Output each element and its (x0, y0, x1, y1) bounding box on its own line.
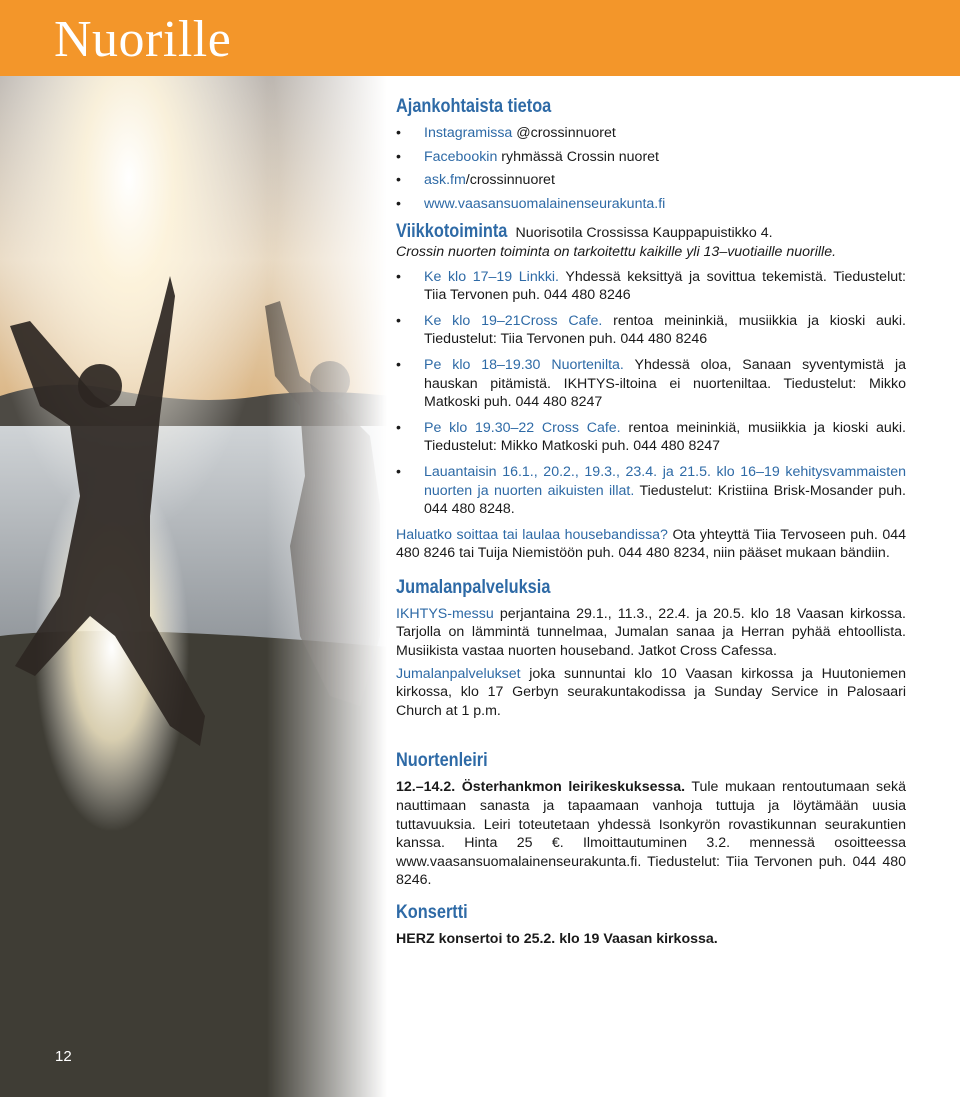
facebook-link[interactable]: Facebookin (424, 148, 498, 165)
list-item (396, 124, 906, 143)
camp-lead: 12.–14.2. Österhankmon leirikeskuksessa. (396, 779, 686, 796)
section-konsertti (396, 902, 906, 949)
heading-viikkotoiminta: Viikkotoiminta (396, 221, 508, 243)
section-nuortenleiri (396, 750, 906, 890)
event-text: Yhdessä oloa, Sanaan syventymistä ja hauskan pitämistä. IKHTYS-iltoina ei nuorteniltaa. Tiedustelut: Mikko Matkoski puh. 044 480 8247 (424, 356, 906, 411)
houseband-paragraph (396, 526, 906, 563)
event-text: rentoa meininkiä, musiikkia ja kioski auki. Tiedustelut: Mikko Matkoski puh. 044 480 8247 (424, 419, 907, 455)
event-lead: Pe klo 19.30–22 Cross Cafe. (424, 419, 621, 436)
camp-text: Tule mukaan rentoutumaan sekä nauttimaan sanasta ja tapaamaan vanhoja tuttuja ja löytämään uusia tuttavuuksia. Leiri toteutetaan yhdessä Isonkyrön rovastikunnan seurakuntien kanssa. Hinta 25 €. Ilmoittautuminen 3.2. mennessä osoitteessa www.vaasansuomalainenseurakunta.fi. Tiedustelut: Tiia Tervonen puh. 044 480 8246. (396, 779, 906, 889)
services-lead: Jumalanpalvelukset (396, 665, 521, 682)
askfm-link[interactable]: ask.fm (424, 172, 466, 189)
heading-konsertti: Konsertti (396, 902, 468, 923)
services-text: joka sunnuntai klo 10 Vaasan kirkossa ja Huutoniemen kirkossa, klo 17 Gerbyn seurakuntakodissa ja Sunday Service in Palosaari Church at 1 p.m. (396, 665, 906, 719)
event-text: Yhdessä keksittyä ja sovittua tekemistä. Tiedustelut: Tiia Tervonen puh. 044 480 8246 (424, 268, 907, 304)
list-item (396, 195, 906, 214)
instagram-link[interactable]: Instagramissa (424, 125, 513, 141)
list-item (396, 171, 906, 190)
services-paragraph (396, 665, 906, 721)
event-lead: Lauantaisin 16.1., 20.2., 19.3., 23.4. ja 21.5. klo 16–19 kehitysvammaisten nuorten ja nuorten aikuisten illat. (424, 463, 906, 499)
item-text: @crossinnuoret (512, 125, 616, 141)
houseband-lead: Haluatko soittaa tai laulaa housebandissa? (396, 526, 668, 543)
event-text: Tiedustelut: Kristiina Brisk-Mosander puh. 044 480 8248. (424, 482, 906, 518)
section-viikkotoiminta (396, 223, 906, 563)
ikhtys-paragraph (396, 605, 906, 661)
event-item (396, 312, 906, 349)
list-item (396, 148, 906, 167)
item-text: ryhmässä Crossin nuoret (497, 148, 659, 165)
ikhtys-lead: IKHTYS-messu (396, 605, 494, 622)
page-title: Nuorille (54, 11, 232, 68)
viikkotoiminta-note: Crossin nuorten toiminta on tarkoitettu kaikille yli 13–vuotiaille nuorille. (396, 243, 837, 260)
event-item (396, 268, 906, 305)
heading-nuortenleiri: Nuortenleiri (396, 750, 488, 772)
heading-ajankohtaista: Ajankohtaista tietoa (396, 96, 552, 117)
viikkotoiminta-location: Nuorisotila Crossissa Kauppapuistikko 4. (511, 225, 773, 242)
page-header (0, 0, 960, 76)
page-number: 12 (55, 1048, 72, 1065)
item-text: /crossinnuoret (465, 172, 555, 189)
background-photo (0, 76, 430, 1097)
camp-paragraph (396, 778, 906, 890)
events-list (396, 268, 906, 519)
event-lead: Pe klo 18–19.30 Nuortenilta. (424, 356, 624, 373)
event-lead: Ke klo 17–19 Linkki. (424, 268, 560, 285)
section-ajankohtaista (396, 96, 906, 213)
content-column (396, 96, 906, 949)
website-link[interactable]: www.vaasansuomalainenseurakunta.fi (424, 195, 666, 212)
event-item (396, 463, 906, 519)
social-list (396, 124, 906, 213)
section-jumalanpalveluksia (396, 577, 906, 721)
heading-jumalanpalveluksia: Jumalanpalveluksia (396, 576, 551, 598)
event-lead: Ke klo 19–21Cross Cafe. (424, 312, 603, 329)
ikhtys-text: perjantaina 29.1., 11.3., 22.4. ja 20.5. klo 18 Vaasan kirkossa. Tarjolla on lämmintä tunnelmaa, Jumalan sanaa ja Herran pyhää ehtoollista. Musiikista vastaa nuorten houseband. Jatkot Cross Cafessa. (396, 605, 906, 660)
event-item (396, 356, 906, 412)
event-text: rentoa meininkiä, musiikkia ja kioski auki. Tiedustelut: Tiia Tervonen puh. 044 480 8246 (424, 312, 906, 348)
concert-text: HERZ konsertoi to 25.2. klo 19 Vaasan kirkossa. (396, 931, 718, 947)
event-item (396, 419, 906, 456)
houseband-text: Ota yhteyttä Tiia Tervoseen puh. 044 480 8246 tai Tuija Niemistöön puh. 044 480 8234, niin pääset mukaan bändiin. (396, 526, 907, 562)
